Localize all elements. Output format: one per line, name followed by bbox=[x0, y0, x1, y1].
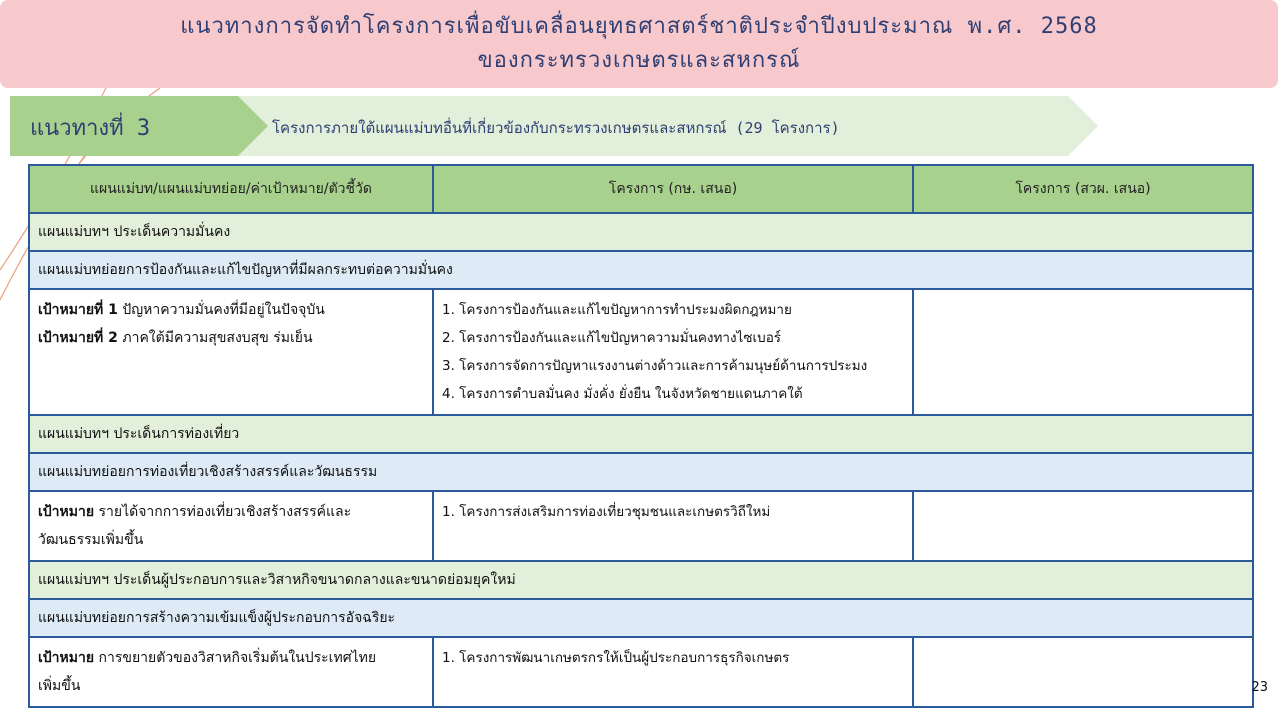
table-row-target bbox=[29, 637, 1253, 707]
project-item: 1. โครงการพัฒนาเกษตรกรให้เป็นผู้ประกอบการธุรกิจเกษตร bbox=[442, 650, 790, 666]
target-text: ปัญหาความมั่นคงที่มีอยู่ในปัจจุบัน bbox=[117, 302, 325, 318]
table-row-subplan bbox=[29, 251, 1253, 289]
target-line-continued: เพิ่มขึ้น bbox=[38, 678, 81, 694]
target-text: รายได้จากการท่องเที่ยวเชิงสร้างสรรค์และ bbox=[94, 504, 352, 520]
title-banner bbox=[0, 0, 1278, 88]
plan-cell: แผนแม่บทฯ ประเด็นการท่องเที่ยว bbox=[29, 415, 1253, 453]
subplan-cell: แผนแม่บทย่อยการสร้างความเข้มแข็งผู้ประกอบการอัจฉริยะ bbox=[29, 599, 1253, 637]
project-item: 1. โครงการป้องกันและแก้ไขปัญหาการทำประมงผิดกฎหมาย bbox=[442, 302, 792, 318]
target-cell bbox=[29, 637, 433, 707]
plan-table bbox=[28, 164, 1254, 708]
target-line bbox=[38, 498, 424, 526]
target-line bbox=[38, 296, 424, 324]
title-line-2: ของกระทรวงเกษตรและสหกรณ์ bbox=[477, 48, 801, 73]
target-line-continued: วัฒนธรรมเพิ่มขึ้น bbox=[38, 532, 144, 548]
table-row-target bbox=[29, 289, 1253, 415]
table-row-target bbox=[29, 491, 1253, 561]
plan-table-container bbox=[28, 164, 1252, 708]
target-cell bbox=[29, 491, 433, 561]
projects-moac-cell bbox=[433, 491, 913, 561]
subplan-cell: แผนแม่บทย่อยการป้องกันและแก้ไขปัญหาที่มีผลกระทบต่อความมั่นคง bbox=[29, 251, 1253, 289]
header-projects-moac: โครงการ (กษ. เสนอ) bbox=[433, 165, 913, 213]
table-row-plan bbox=[29, 213, 1253, 251]
target-prefix: เป้าหมาย bbox=[38, 650, 95, 666]
projects-oae-cell bbox=[913, 289, 1253, 415]
project-item: 2. โครงการป้องกันและแก้ไขปัญหาความมั่นคงทางไซเบอร์ bbox=[442, 330, 782, 346]
target-line bbox=[38, 644, 424, 672]
subplan-cell: แผนแม่บทย่อยการท่องเที่ยวเชิงสร้างสรรค์และวัฒนธรรม bbox=[29, 453, 1253, 491]
target-line bbox=[38, 324, 424, 352]
project-item: 3. โครงการจัดการปัญหาแรงงานต่างด้าวและการค้ามนุษย์ด้านการประมง bbox=[442, 358, 868, 374]
projects-oae-cell bbox=[913, 491, 1253, 561]
approach-label: แนวทางที่ 3 bbox=[30, 116, 151, 141]
target-prefix: เป้าหมาย bbox=[38, 504, 95, 520]
projects-moac-cell bbox=[433, 637, 913, 707]
target-prefix: เป้าหมายที่ 2 bbox=[38, 330, 118, 346]
header-plan: แผนแม่บท/แผนแม่บทย่อย/ค่าเป้าหมาย/ตัวชี้วัด bbox=[29, 165, 433, 213]
project-item: 4. โครงการตำบลมั่นคง มั่งคั่ง ยั่งยืน ในจังหวัดชายแดนภาคใต้ bbox=[442, 386, 803, 402]
table-row-subplan bbox=[29, 453, 1253, 491]
plan-cell: แผนแม่บทฯ ประเด็นความมั่นคง bbox=[29, 213, 1253, 251]
plan-cell: แผนแม่บทฯ ประเด็นผู้ประกอบการและวิสาหกิจขนาดกลางและขนาดย่อมยุคใหม่ bbox=[29, 561, 1253, 599]
projects-moac-cell bbox=[433, 289, 913, 415]
target-text: การขยายตัวของวิสาหกิจเริ่มต้นในประเทศไทย bbox=[94, 650, 377, 666]
table-row-subplan bbox=[29, 599, 1253, 637]
table-row-plan bbox=[29, 415, 1253, 453]
target-text: ภาคใต้มีความสุขสงบสุข ร่มเย็น bbox=[117, 330, 313, 346]
project-item: 1. โครงการส่งเสริมการท่องเที่ยวชุมชนและเกษตรวิถีใหม่ bbox=[442, 504, 771, 520]
target-prefix: เป้าหมายที่ 1 bbox=[38, 302, 118, 318]
title-line-1: แนวทางการจัดทำโครงการเพื่อขับเคลื่อนยุทธศาสตร์ชาติประจำปีงบประมาณ พ.ศ. 2568 bbox=[180, 14, 1098, 39]
table-row-plan bbox=[29, 561, 1253, 599]
approach-description: โครงการภายใต้แผนแม่บทอื่นที่เกี่ยวข้องกับกระทรวงเกษตรและสหกรณ์ (29 โครงการ) bbox=[272, 119, 840, 137]
approach-bar bbox=[10, 96, 1100, 156]
header-projects-oae: โครงการ (สวผ. เสนอ) bbox=[913, 165, 1253, 213]
page-number: 23 bbox=[1251, 680, 1268, 695]
target-cell bbox=[29, 289, 433, 415]
table-header-row bbox=[29, 165, 1253, 213]
projects-oae-cell bbox=[913, 637, 1253, 707]
